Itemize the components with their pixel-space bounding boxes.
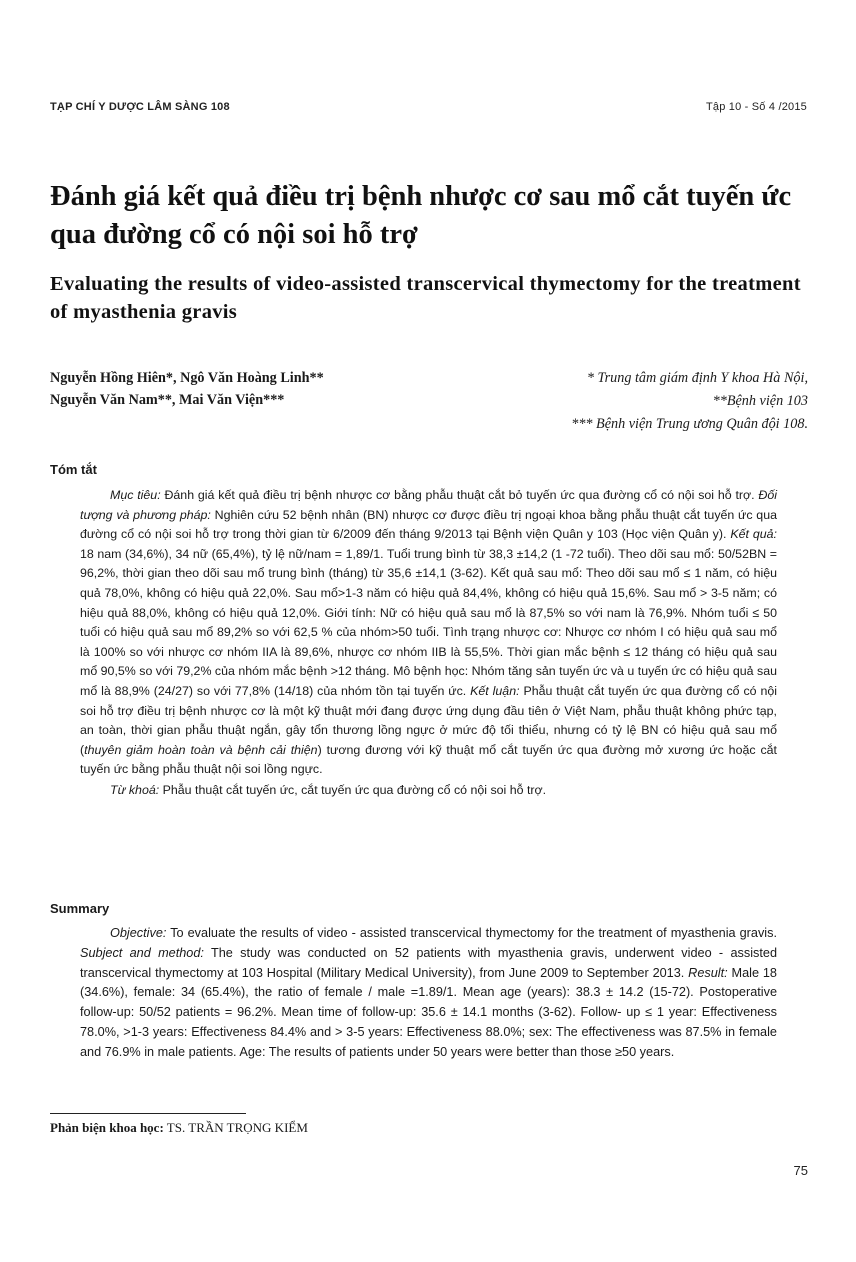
affiliation-list — [448, 367, 808, 436]
method-label: Đối tượng và phương pháp: — [80, 488, 778, 522]
title-english: Evaluating the results of video-assisted transcervical thymectomy for the treatment of myasthenia gravis — [50, 273, 801, 323]
objective-text: Đánh giá kết quả điều trị bệnh nhược cơ bằng phẫu thuật cắt bỏ tuyến ức qua đường cổ có nội soi hỗ trợ. — [160, 488, 759, 502]
running-header — [50, 101, 807, 113]
affiliation-line: **Bệnh viện 103 — [712, 393, 808, 409]
title-vietnamese: Đánh giá kết quả điều trị bệnh nhược cơ sau mổ cắt tuyến ức qua đường cổ có nội soi hỗ trợ — [50, 181, 792, 250]
result-label: Kết quả: — [730, 527, 777, 542]
page-number: 75 — [793, 1163, 808, 1178]
footnote-divider — [50, 1113, 246, 1114]
summary-method-label: Subject and method: — [80, 945, 204, 960]
keywords-label: Từ khoá: — [110, 782, 160, 797]
conclusion-italic-text: thuyên giảm hoàn toàn và bệnh cải thiện — [84, 742, 318, 757]
summary-paragraph — [80, 924, 777, 1063]
author-line: Nguyễn Văn Nam**, Mai Văn Viện*** — [50, 392, 285, 408]
keywords-text: Phẫu thuật cắt tuyến ức, cắt tuyến ức qua đường cổ có nội soi hỗ trợ. — [159, 782, 547, 797]
result-text: 18 nam (34,6%), 34 nữ (65,4%), tỷ lệ nữ/nam = 1,89/1. Tuổi trung bình từ 38,3 ±14,2 (1 -72 tuổi). Theo dõi sau mổ: 50/52BN = 96,2%, thời gian theo dõi sau mổ trung bình (tháng) từ 35,6 ±14,1 (3-62). Kết quả sau mổ: Theo dõi sau mổ ≤ 1 năm, có hiệu quả 78,0%, không có hiệu quả 22,0%. Sau mổ>1-3 năm có hiệu quả 84,4%, không có hiệu quả 15,6%. Sau mổ > 3-5 năm; có hiệu quả 88,0%, không có hiệu quả 12,0%. Giới tính: Nữ có hiệu quả sau mổ là 87,5% so với nam là 76,9%. Nhóm tuổi ≤ 50 tuổi có hiệu quả sau mổ 89,2% so với 62,5 % của nhóm>50 tuổi. Tình trạng nhược cơ: Nhược cơ nhóm I có hiệu quả sau mổ là 100% so với nhược cơ nhóm IIA là 89,6%, nhược cơ nhóm IIB là 55,5%. Thời gian mắc bệnh ≤ 12 tháng có hiệu quả sau mổ 90,5% so với 79,2% của nhóm mắc bệnh >12 tháng. Mô bệnh học: Nhóm tăng sản tuyến ức và u tuyến ức có hiệu quả sau mổ là 88,9% (24/27) so với 77,8% (14/18) của nhóm tồn tại tuyến ức. — [80, 546, 777, 698]
reviewer-name: TS. TRẦN TRỌNG KIỂM — [163, 1120, 308, 1135]
summary-objective-text: To evaluate the results of video - assisted transcervical thymectomy for the treatment of myasthenia gravis. — [166, 926, 777, 940]
summary-heading: Summary — [50, 901, 110, 916]
affiliation-line: *** Bệnh viện Trung ương Quân đội 108. — [571, 416, 808, 432]
summary-method-text: The study was conducted on 52 patients with myasthenia gravis, underwent video - assisted transcervical thymectomy at 103 Hospital (Military Medical University), from June 2009 to September 2013. — [80, 945, 777, 980]
summary-result-label: Result: — [688, 965, 728, 980]
method-text: Nghiên cứu 52 bệnh nhân (BN) nhược cơ được điều trị ngoại khoa bằng phẫu thuật cắt tuyến ức qua đường cổ có nội soi hỗ trợ trong thời gian từ 6/2009 đến tháng 9/2013 tại Bệnh viện Quân y 103 (Học viện Quân y). — [80, 507, 777, 542]
summary-result-text: Male 18 (34.6%), female: 34 (65.4%), the ratio of female / male =1.89/1. Mean age (years): 38.3 ± 14.2 (15-72). Postoperative follow-up: 50/52 patients = 96.2%. Mean time of follow-up: 35.6 ± 14.1 months (3-62). Follow- up ≤ 1 year: Effectiveness 78.0%, >1-3 years: Effectiveness 84.4% and > 3-5 years: Effectiveness 88.0%; sex: The effectiveness was 87.5% in female and 76.9% in male patients. Age: The results of patients under 50 years were better than those ≥50 years. — [80, 965, 777, 1059]
issue-info: Tập 10 - Số 4 /2015 — [705, 101, 807, 113]
conclusion-label: Kết luận: — [470, 683, 520, 698]
keywords-paragraph — [80, 781, 777, 801]
reviewer-label: Phản biện khoa học: — [50, 1120, 164, 1135]
journal-name: TẠP CHÍ Y DƯỢC LÂM SÀNG 108 — [50, 101, 230, 113]
author-list — [50, 367, 430, 411]
abstract-heading: Tóm tắt — [50, 462, 97, 477]
author-line: Nguyễn Hồng Hiên*, Ngô Văn Hoàng Linh** — [50, 370, 324, 386]
objective-label: Mục tiêu: — [110, 488, 161, 502]
abstract-paragraph — [80, 486, 777, 780]
summary-english — [80, 924, 777, 1063]
reviewer-note — [50, 1120, 308, 1136]
conclusion-text: Phẫu thuật cắt tuyến ức qua đường cổ có nội soi hỗ trợ điều trị bệnh nhược cơ là một kỹ thuật mới đang được ứng dụng đầu tiên ở Việt Nam, phẫu thuật không phức tạp, an toàn, thời gian phẫu thuật ngắn, gây tổn thương lồng ngực ở mức độ tối thiểu, nhưng có tỷ lệ BN có hiệu quả sau mổ ( — [80, 683, 777, 757]
summary-objective-label: Objective: — [110, 926, 167, 940]
conclusion-text-end: ) tương đương với kỹ thuật mổ cắt tuyến ức qua đường mở xương ức hoặc cắt tuyến ức bằng phẫu thuật nội soi lồng ngực. — [80, 742, 777, 777]
abstract-vietnamese — [80, 486, 777, 801]
affiliation-line: * Trung tâm giám định Y khoa Hà Nội, — [586, 370, 808, 386]
